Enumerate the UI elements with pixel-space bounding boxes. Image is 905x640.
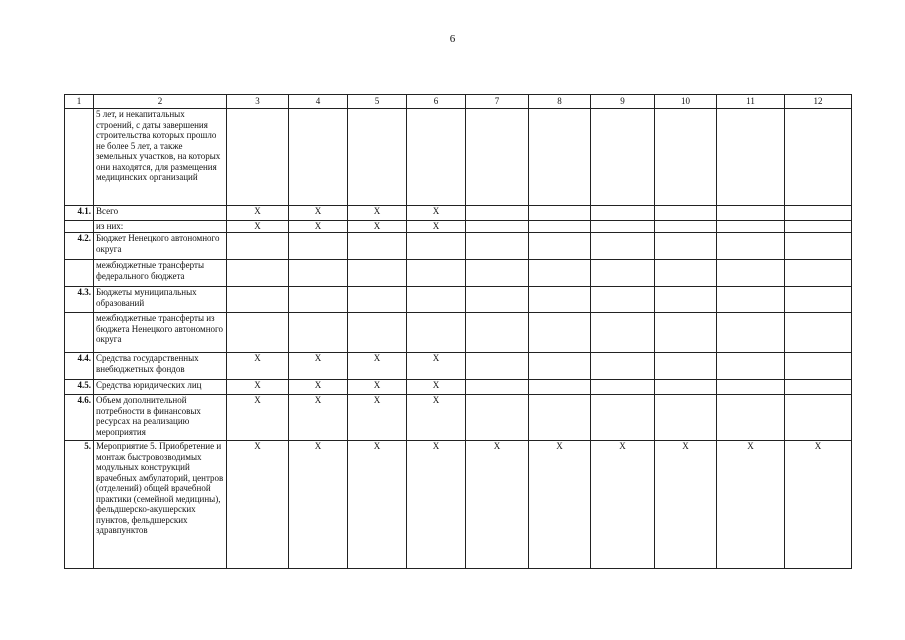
table-cell: X: [348, 441, 407, 569]
row-number: 4.3.: [65, 287, 94, 313]
row-number: [65, 221, 94, 233]
table-cell: [466, 109, 529, 206]
table-cell: X: [591, 441, 655, 569]
row-description: Всего: [94, 206, 227, 221]
row-description: Бюджет Ненецкого автономного округа: [94, 233, 227, 260]
table-cell: [407, 287, 466, 313]
table-cell: [717, 233, 785, 260]
table-cell: [591, 353, 655, 380]
table-cell: [529, 221, 591, 233]
table-cell: X: [407, 221, 466, 233]
row-description: межбюджетные трансферты федерального бюджета: [94, 260, 227, 287]
column-header: 9: [591, 95, 655, 109]
row-number: 4.6.: [65, 395, 94, 441]
table-cell: [466, 287, 529, 313]
table-cell: X: [785, 441, 852, 569]
table-cell: X: [407, 441, 466, 569]
table-row: [65, 221, 852, 233]
table-cell: [717, 353, 785, 380]
table-cell: X: [289, 380, 348, 395]
row-description: межбюджетные трансферты из бюджета Ненецкого автономного округа: [94, 313, 227, 353]
table-cell: [717, 206, 785, 221]
table-cell: [591, 206, 655, 221]
table-cell: X: [348, 395, 407, 441]
table-cell: X: [289, 206, 348, 221]
column-header: 11: [717, 95, 785, 109]
table-row: [65, 260, 852, 287]
table-cell: [591, 233, 655, 260]
table-row: [65, 353, 852, 380]
row-number: [65, 260, 94, 287]
table-cell: [655, 395, 717, 441]
column-header: 10: [655, 95, 717, 109]
table-row: [65, 313, 852, 353]
table-cell: [227, 260, 289, 287]
row-number: [65, 109, 94, 206]
table-cell: X: [289, 221, 348, 233]
column-header: 4: [289, 95, 348, 109]
table-cell: [785, 395, 852, 441]
table-cell: [655, 353, 717, 380]
table-cell: [655, 221, 717, 233]
table-cell: X: [348, 353, 407, 380]
row-number: 5.: [65, 441, 94, 569]
table-cell: [466, 221, 529, 233]
table-cell: [785, 233, 852, 260]
table-cell: [289, 109, 348, 206]
table-cell: [785, 353, 852, 380]
row-description: 5 лет, и некапитальных строений, с даты завершения строительства которых прошло не более 5 лет, а также земельных участков, на которых они находятся, для размещения медицинских организаций: [94, 109, 227, 206]
table-cell: [655, 233, 717, 260]
table-cell: [407, 313, 466, 353]
table-cell: X: [289, 441, 348, 569]
table-row: [65, 206, 852, 221]
column-header: 2: [94, 95, 227, 109]
column-header: 1: [65, 95, 94, 109]
table-cell: [466, 260, 529, 287]
table-cell: [785, 380, 852, 395]
table-cell: [717, 380, 785, 395]
row-description: из них:: [94, 221, 227, 233]
table-cell: [466, 233, 529, 260]
table-row: [65, 287, 852, 313]
table-cell: [348, 109, 407, 206]
table-cell: [717, 287, 785, 313]
row-number: 4.5.: [65, 380, 94, 395]
table-cell: [591, 260, 655, 287]
table-cell: [717, 260, 785, 287]
table-cell: [529, 287, 591, 313]
table-cell: [466, 395, 529, 441]
table-row: [65, 109, 852, 206]
column-header: 3: [227, 95, 289, 109]
table-cell: X: [407, 380, 466, 395]
table-cell: [591, 395, 655, 441]
table-row: [65, 395, 852, 441]
table-cell: [655, 313, 717, 353]
table-cell: X: [348, 380, 407, 395]
table-cell: [591, 221, 655, 233]
table-cell: [529, 353, 591, 380]
column-header: 12: [785, 95, 852, 109]
table-cell: [407, 109, 466, 206]
table-cell: [529, 260, 591, 287]
table-cell: [591, 313, 655, 353]
column-header: 8: [529, 95, 591, 109]
table-cell: [785, 221, 852, 233]
column-header: 6: [407, 95, 466, 109]
table-cell: X: [289, 353, 348, 380]
table-cell: [289, 233, 348, 260]
table-cell: [289, 260, 348, 287]
table-cell: X: [227, 353, 289, 380]
table-cell: [785, 313, 852, 353]
table-cell: [785, 206, 852, 221]
table-cell: [529, 233, 591, 260]
table-cell: [655, 287, 717, 313]
table-cell: X: [227, 206, 289, 221]
table-cell: [785, 287, 852, 313]
table-cell: [227, 313, 289, 353]
table-cell: X: [289, 395, 348, 441]
table-cell: [655, 260, 717, 287]
table-cell: [785, 260, 852, 287]
column-header: 5: [348, 95, 407, 109]
table-cell: [655, 109, 717, 206]
table-cell: X: [407, 206, 466, 221]
table-header-row: [65, 95, 852, 109]
table-cell: [529, 206, 591, 221]
table-cell: [717, 221, 785, 233]
table-cell: [591, 287, 655, 313]
table-cell: [529, 395, 591, 441]
table-cell: [529, 380, 591, 395]
row-description: Мероприятие 5. Приобретение и монтаж быстровозводимых модульных конструкций врачебных амбулаторий, центров (отделений) общей врачебной практики (семейной медицины), фельдшерско-акушерских пунктов, фельдшерских здравпунктов: [94, 441, 227, 569]
table-cell: [466, 206, 529, 221]
table-cell: [717, 109, 785, 206]
table-row: [65, 380, 852, 395]
table-cell: [466, 313, 529, 353]
row-number: [65, 313, 94, 353]
table-cell: [348, 260, 407, 287]
table-cell: [529, 109, 591, 206]
table-cell: X: [717, 441, 785, 569]
table-row: [65, 233, 852, 260]
table-cell: [466, 353, 529, 380]
table-cell: X: [227, 395, 289, 441]
table-cell: [348, 233, 407, 260]
column-header: 7: [466, 95, 529, 109]
row-number: 4.1.: [65, 206, 94, 221]
page-number: 6: [449, 33, 456, 45]
table-cell: [407, 260, 466, 287]
row-description: Средства государственных внебюджетных фондов: [94, 353, 227, 380]
table-cell: X: [466, 441, 529, 569]
table-cell: X: [655, 441, 717, 569]
table-cell: X: [227, 380, 289, 395]
table-cell: X: [407, 353, 466, 380]
table-cell: [591, 380, 655, 395]
row-number: 4.4.: [65, 353, 94, 380]
table-cell: [289, 313, 348, 353]
table-cell: [717, 395, 785, 441]
table-cell: X: [227, 441, 289, 569]
table-cell: X: [529, 441, 591, 569]
table-cell: [466, 380, 529, 395]
table-cell: [529, 313, 591, 353]
table-cell: [785, 109, 852, 206]
table-cell: X: [348, 221, 407, 233]
table-cell: [591, 109, 655, 206]
row-number: 4.2.: [65, 233, 94, 260]
table-cell: [655, 206, 717, 221]
table-cell: [227, 109, 289, 206]
table-cell: [717, 313, 785, 353]
table-cell: [655, 380, 717, 395]
table-cell: X: [348, 206, 407, 221]
row-description: Средства юридических лиц: [94, 380, 227, 395]
table-cell: [227, 287, 289, 313]
row-description: Объем дополнительной потребности в финансовых ресурсах на реализацию мероприятия: [94, 395, 227, 441]
table-cell: [289, 287, 348, 313]
table-cell: X: [227, 221, 289, 233]
table-cell: X: [407, 395, 466, 441]
table-cell: [348, 313, 407, 353]
table-row: [65, 441, 852, 569]
budget-table: [64, 94, 852, 569]
table-cell: [227, 233, 289, 260]
row-description: Бюджеты муниципальных образований: [94, 287, 227, 313]
table-cell: [407, 233, 466, 260]
table-cell: [348, 287, 407, 313]
